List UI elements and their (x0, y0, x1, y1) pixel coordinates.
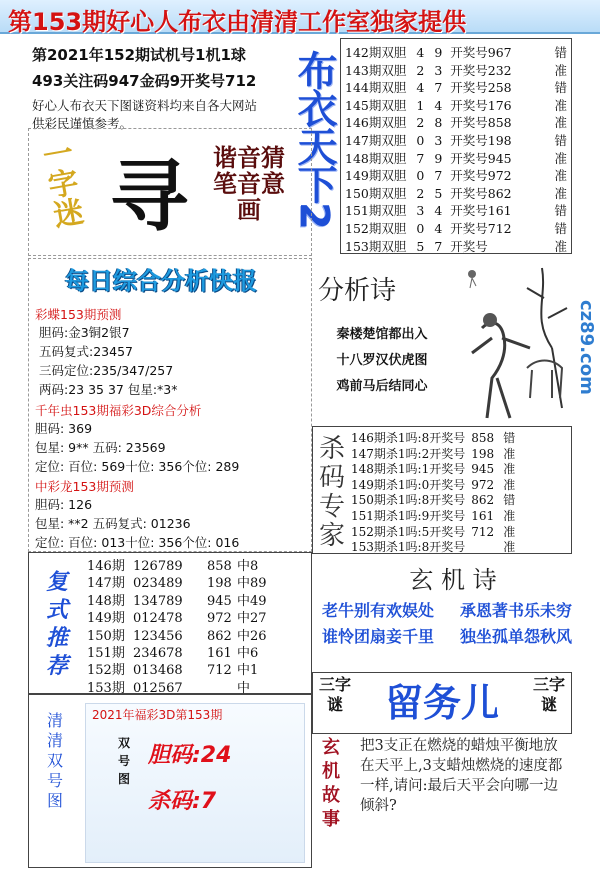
fushi-result: 中26 (237, 628, 267, 644)
fushi-issue: 149期 (87, 611, 125, 627)
shuanghao-sub: 双号图 (118, 736, 131, 786)
history-d1: 2 (416, 115, 425, 131)
fushi-result: 中49 (237, 593, 267, 609)
fushi-issue: 150期 (87, 628, 125, 644)
trial-line-2: 493关注码947金码9开奖号712 (32, 72, 257, 90)
fushi-combo: 234678 (133, 646, 183, 661)
s2-line: 定位: 百位: 569十位: 356个位: 289 (35, 459, 240, 474)
history-prize-label: 开奖号 (450, 45, 488, 60)
history-d1: 5 (416, 238, 425, 254)
fushi-issue: 148期 (87, 593, 125, 609)
s1-title: 彩蝶153期预测 (35, 307, 122, 322)
kill-issue: 147期杀1吗: (351, 446, 422, 461)
kill-result: 错 (503, 431, 516, 445)
s3-line: 包星: **2 五码复式: 01236 (35, 516, 191, 531)
history-issue: 142期双胆 (345, 45, 407, 60)
s1-line: 五码复式:23457 (39, 344, 133, 359)
history-row (345, 237, 571, 255)
story-text: 把3支正在燃烧的蜡烛平衡地放在天平上,3支蜡烛燃烧的速度都一样,请问:最后天平会向哪一边倾斜? (360, 738, 563, 814)
history-d1: 0 (416, 221, 425, 236)
history-prize-label: 开奖号 (450, 115, 488, 131)
history-d2: 7 (434, 80, 443, 96)
history-d1: 2 (416, 185, 425, 201)
kill-row (351, 538, 571, 555)
kill-result: 准 (503, 477, 516, 492)
kill-row (351, 460, 571, 477)
kill-result: 准 (503, 524, 516, 539)
xuanji-line: 承恩著书乐未穷 (459, 601, 572, 620)
s1-line: 胆码:金3铜2银7 (39, 325, 130, 340)
history-prize-label: 开奖号 (450, 185, 488, 201)
kill-prize-label: 0开奖号 (421, 477, 466, 492)
history-result: 错 (554, 133, 567, 148)
fushi-result: 中89 (237, 576, 267, 592)
fushi-row (87, 572, 309, 591)
fushi-result: 中27 (237, 611, 267, 627)
fushi-combo: 012567 (133, 680, 183, 696)
history-d1: 4 (416, 80, 425, 96)
history-prize-label: 开奖号 (450, 168, 488, 184)
history-issue: 151期双胆 (345, 203, 407, 219)
kill-result: 准 (503, 509, 516, 523)
poem-line: 十八罗汉伏虎图 (336, 353, 428, 368)
history-issue: 153期双胆 (345, 238, 407, 254)
s1-line: 两码:23 35 37 包星:*3* (39, 382, 178, 397)
history-d2: 5 (434, 185, 443, 201)
history-row (345, 61, 571, 79)
trial-line-1: 第2021年152期试机号1机1球 (32, 46, 246, 64)
history-issue: 152期双胆 (345, 221, 407, 236)
poem-illustration (452, 258, 572, 424)
s3-title: 中彩龙153期预测 (35, 479, 134, 494)
s2-lines (35, 419, 239, 476)
fushi-issue: 146期 (87, 559, 125, 574)
kill-issue: 152期杀1吗: (351, 524, 422, 539)
fushi-row (87, 625, 309, 644)
history-prize: 198 (487, 133, 512, 148)
kill-number: 862 (471, 493, 495, 508)
analysis-poem-panel (312, 256, 572, 426)
history-prize: 232 (487, 62, 512, 78)
fushi-prize: 198 (207, 576, 232, 592)
riddle-main-char: 寻 (109, 152, 188, 242)
fushi-prize: 945 (207, 593, 232, 609)
xuanji-lines (322, 598, 572, 650)
history-d2: 9 (434, 45, 443, 60)
history-prize: 258 (487, 80, 512, 96)
fushi-prize: 712 (207, 663, 232, 679)
page-title: 第153期好心人布衣由清清工作室独家提供 (8, 8, 467, 36)
xuanji-line: 老牛别有欢娱处 (322, 601, 435, 620)
s2-title: 千年虫153期福彩3D综合分析 (35, 403, 202, 418)
kill-number: 972 (471, 477, 495, 492)
s2-line: 胆码: 369 (35, 421, 93, 436)
shuanghao-label: 清清双号图 (46, 711, 63, 810)
poem-line: 秦楼楚馆都出入 (336, 327, 428, 342)
disclaimer-line-1: 好心人布衣天下图谜资料均来自各大网站 (32, 98, 258, 113)
history-d2: 8 (434, 115, 443, 131)
xuanji-line: 独坐孤单怨秋风 (459, 627, 572, 646)
kill-prize-label: 9开奖号 (421, 509, 466, 523)
kill-label: 杀码专家 (318, 434, 345, 551)
kill-row (351, 429, 571, 446)
history-issue: 150期双胆 (345, 185, 407, 201)
kill-result: 错 (503, 493, 516, 508)
fushi-prize: 161 (207, 646, 232, 661)
story-label: 玄机故事 (322, 737, 340, 830)
history-result: 准 (554, 115, 567, 131)
kill-code-panel (312, 426, 572, 554)
history-prize: 161 (487, 203, 512, 219)
history-result: 准 (554, 150, 567, 166)
history-row (345, 78, 571, 96)
history-prize-label: 开奖号 (450, 97, 488, 113)
history-row (345, 219, 571, 237)
history-prize: 945 (487, 150, 512, 166)
brand-text: 布衣天下2 (291, 50, 337, 228)
poem-line: 鸡前马后结同心 (336, 379, 428, 394)
history-result: 准 (554, 185, 567, 201)
history-row (345, 96, 571, 114)
fushi-result: 中 (237, 680, 251, 696)
history-prize-label: 开奖号 (450, 133, 488, 148)
history-d1: 1 (416, 97, 425, 113)
history-prize-label: 开奖号 (450, 221, 488, 236)
kill-prize-label: 8开奖号 (421, 431, 466, 445)
fushi-issue: 153期 (87, 680, 125, 696)
history-issue: 147期双胆 (345, 133, 407, 148)
history-d1: 2 (416, 62, 425, 78)
history-issue: 144期双胆 (345, 80, 407, 96)
history-d2: 4 (434, 203, 443, 219)
fushi-row (87, 607, 309, 626)
history-d1: 3 (416, 203, 425, 219)
history-d2: 7 (434, 238, 443, 254)
history-result: 错 (554, 203, 567, 219)
zimi-right-label: 三字谜 (532, 675, 565, 714)
history-row (345, 184, 571, 202)
fushi-prize: 862 (207, 628, 232, 644)
kill-issue: 151期杀1吗: (351, 509, 422, 523)
history-prize-label: 开奖号 (450, 238, 488, 254)
history-prize: 712 (487, 221, 512, 236)
history-result: 错 (554, 80, 567, 96)
kill-issue: 146期杀1吗: (351, 431, 422, 445)
kill-issue: 148期杀1吗: (351, 462, 422, 477)
history-d1: 0 (416, 168, 425, 184)
kill-prize-label: 8开奖号 (421, 493, 466, 508)
history-d2: 3 (434, 62, 443, 78)
zimi-left-label: 三字谜 (318, 675, 351, 714)
history-result: 准 (554, 62, 567, 78)
shuanghao-card (85, 703, 305, 863)
kill-row (351, 491, 571, 508)
history-prize: 862 (487, 185, 512, 201)
fushi-combo: 126789 (133, 559, 183, 574)
fushi-issue: 152期 (87, 663, 125, 679)
history-result: 错 (554, 45, 567, 60)
watermark: cz89.com (576, 300, 597, 395)
zimi-answer: 留务儿 (384, 681, 499, 725)
s3-line: 胆码: 126 (35, 497, 93, 512)
history-d1: 7 (416, 150, 425, 166)
history-prize-label: 开奖号 (450, 150, 488, 166)
kill-prize-label: 2开奖号 (421, 446, 466, 461)
history-d1: 4 (416, 45, 425, 60)
fushi-row (87, 659, 309, 678)
history-issue: 145期双胆 (345, 97, 407, 113)
shuanghao-caption: 2021年福彩3D第153期 (92, 708, 223, 722)
analysis-banner: 每日综合分析快报 (65, 267, 257, 295)
kill-result: 准 (503, 446, 516, 461)
fushi-combo: 023489 (133, 576, 183, 592)
riddle-left-label: 一字迷 (34, 136, 85, 231)
history-row (345, 113, 571, 131)
kill-prize-label: 5开奖号 (421, 524, 466, 539)
kill-issue: 149期杀1吗: (351, 477, 422, 492)
history-issue: 146期双胆 (345, 115, 407, 131)
kill-row (351, 523, 571, 540)
fushi-combo: 123456 (133, 628, 183, 644)
xuanji-poem-panel (312, 560, 572, 670)
poem-lines (312, 322, 452, 400)
history-row (345, 43, 571, 61)
history-row (345, 166, 571, 184)
xuanji-line: 谁怜团扇妾千里 (322, 627, 435, 646)
history-d2: 4 (434, 221, 443, 236)
fushi-prize: 972 (207, 611, 232, 627)
kill-issue: 150期杀1吗: (351, 493, 422, 508)
fushi-panel (28, 552, 312, 694)
fushi-combo: 134789 (133, 593, 183, 609)
fushi-row (87, 677, 309, 696)
history-result: 准 (554, 238, 567, 254)
history-issue: 148期双胆 (345, 150, 407, 166)
kill-number: 945 (471, 462, 495, 477)
kill-number: 712 (471, 524, 495, 539)
double-number-panel (28, 694, 312, 868)
kill-number: 161 (471, 509, 495, 523)
history-d2: 3 (434, 133, 443, 148)
analysis-panel (28, 258, 312, 552)
s1-lines (39, 323, 178, 399)
history-prize: 858 (487, 115, 512, 131)
s2-line: 包星: 9** 五码: 23569 (35, 440, 166, 455)
fushi-issue: 151期 (87, 646, 125, 661)
history-row (345, 131, 571, 149)
fushi-row (87, 642, 309, 661)
s3-lines (35, 495, 239, 552)
history-prize: 176 (487, 97, 512, 113)
history-d2: 4 (434, 97, 443, 113)
history-d2: 9 (434, 150, 443, 166)
three-char-riddle (312, 672, 572, 734)
xuanji-title: 玄 机 诗 (409, 566, 497, 594)
history-double-dan-table (340, 38, 572, 254)
history-prize-label: 开奖号 (450, 203, 488, 219)
fushi-issue: 147期 (87, 576, 125, 592)
history-row (345, 149, 571, 167)
sha-code: 杀码:7 (148, 789, 217, 814)
kill-issue: 153期杀1吗: (351, 540, 422, 555)
history-result: 错 (554, 221, 567, 236)
history-d1: 0 (416, 133, 425, 148)
history-prize-label: 开奖号 (450, 62, 488, 78)
fushi-label: 复式推荐 (45, 570, 68, 679)
history-issue: 143期双胆 (345, 62, 407, 78)
poem-title: 分析诗 (318, 276, 397, 306)
riddle-panel (28, 128, 312, 256)
kill-result: 准 (503, 540, 516, 555)
page-header (0, 0, 600, 34)
kill-number: 198 (471, 446, 495, 461)
fushi-row (87, 590, 309, 609)
kill-result: 准 (503, 462, 516, 477)
dan-code: 胆码:24 (148, 743, 232, 768)
kill-row (351, 476, 571, 493)
fushi-result: 中6 (237, 646, 259, 661)
fushi-combo: 013468 (133, 663, 183, 679)
disclaimer-line-2: 供彩民谨慎参考。 (32, 116, 133, 131)
s3-line: 定位: 百位: 013十位: 356个位: 016 (35, 535, 240, 550)
fushi-combo: 012478 (133, 611, 183, 627)
kill-row (351, 507, 571, 524)
kill-prize-label: 1开奖号 (421, 462, 466, 477)
history-result: 准 (554, 97, 567, 113)
history-prize-label: 开奖号 (450, 80, 488, 96)
kill-number: 858 (471, 431, 495, 445)
kill-prize-label: 8开奖号 (421, 540, 466, 555)
history-prize: 967 (487, 45, 512, 60)
riddle-right-label: 谐音猜笔音意画 (213, 144, 285, 224)
history-issue: 149期双胆 (345, 168, 407, 184)
history-result: 准 (554, 168, 567, 184)
fushi-result: 中8 (237, 559, 259, 574)
kill-row (351, 445, 571, 462)
history-d2: 7 (434, 168, 443, 184)
history-row (345, 201, 571, 219)
fushi-row (87, 555, 309, 574)
history-prize: 972 (487, 168, 512, 184)
fushi-prize: 858 (207, 559, 232, 574)
s1-line: 三码定位:235/347/257 (39, 363, 174, 378)
fushi-result: 中1 (237, 663, 259, 679)
xuanji-story-panel (312, 734, 572, 868)
